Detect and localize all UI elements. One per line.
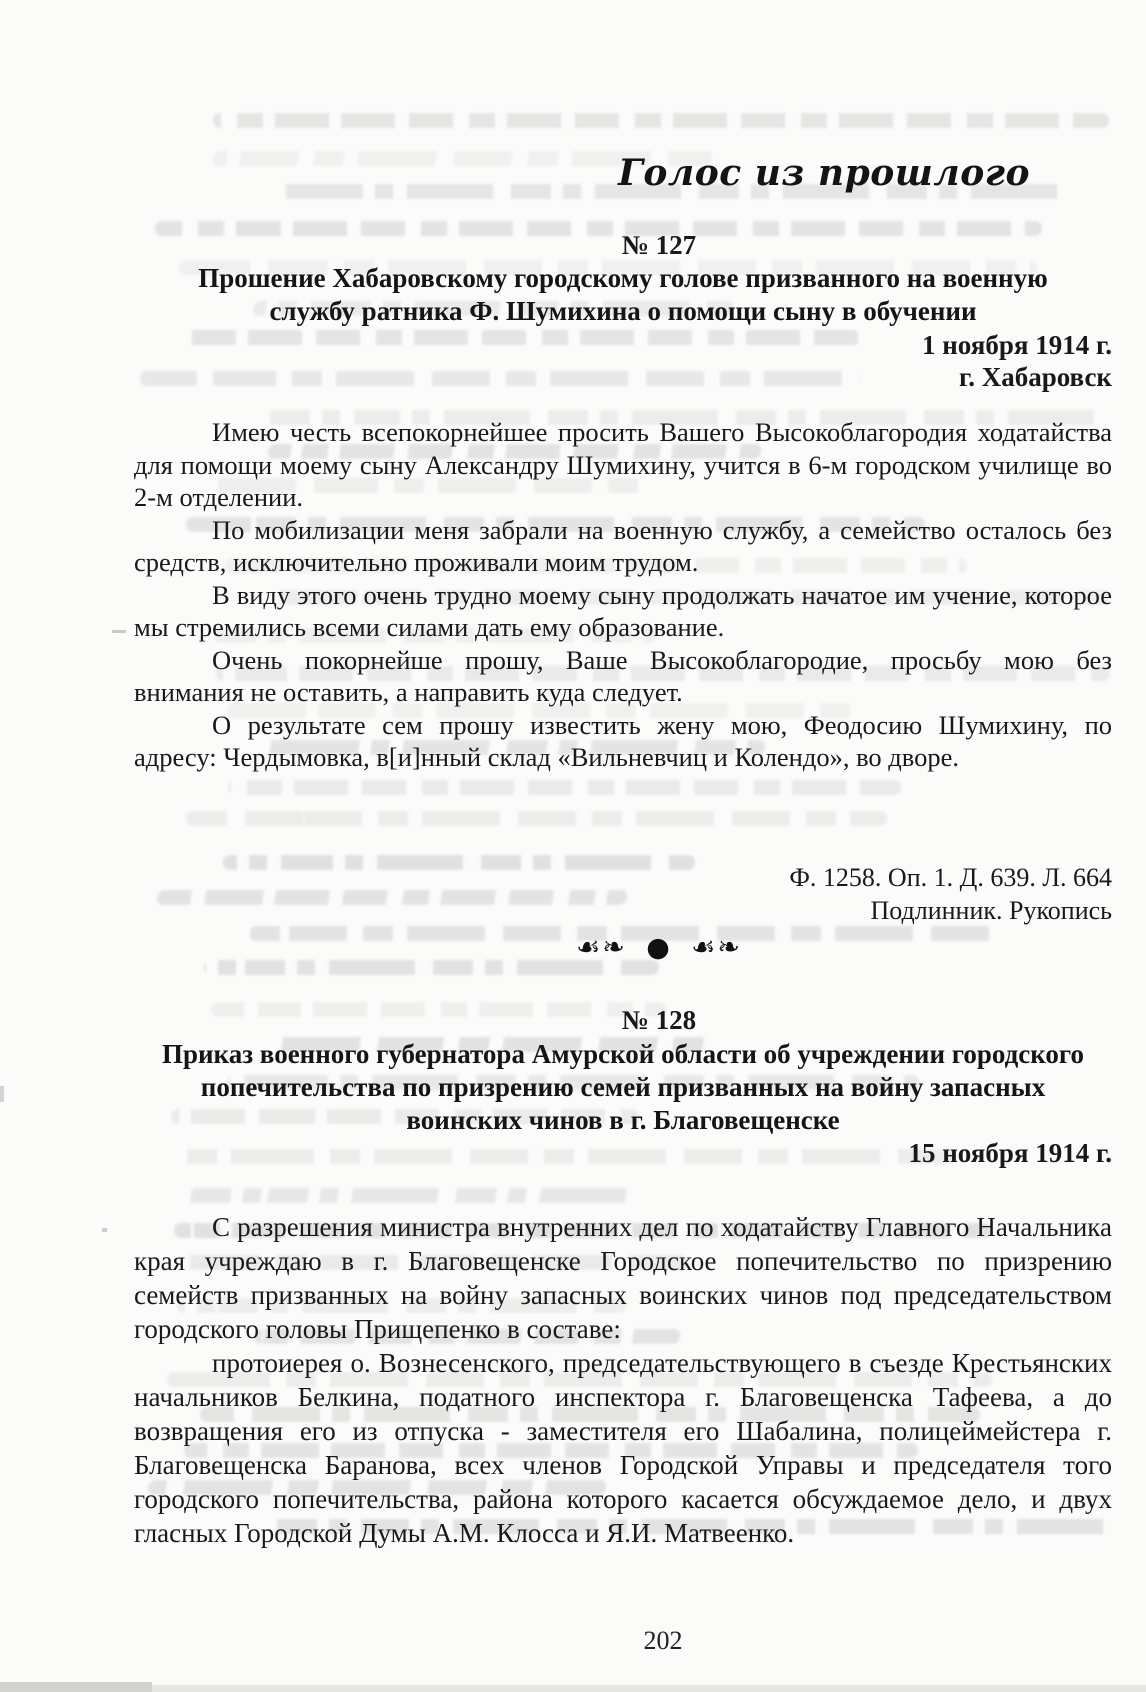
- section-divider-ornament: ☙❧ ● ☙❧: [575, 932, 742, 963]
- archival-block: [134, 862, 1112, 927]
- paragraph: В виду этого очень трудно моему сыну продолжать начатое им учение, которое мы стремились всеми силами дать ему образование.: [134, 579, 1112, 642]
- document-127-body: [134, 416, 1112, 774]
- paragraph: С разрешения министра внутренних дел по ходатайству Главного Начальника края учреждаю в г. Благовещенске Городское попечительство по призрению семейств призванных на войну запасных воинских чинов под председательством городского головы Прищепенко в составе:: [134, 1212, 1112, 1344]
- document-127-title: Прошение Хабаровскому городскому голове призванного на военную службу ратника Ф. Шумихина о помощи сыну в обучении: [198, 263, 1048, 326]
- page-number: 202: [643, 1626, 683, 1655]
- scan-edge-artifact-dark: [0, 1682, 152, 1692]
- paragraph: Очень покорнейше прошу, Ваше Высокоблагородие, просьбу мою без внимания не оставить, а направить куда следует.: [134, 644, 1112, 707]
- running-header: Голос из прошлого: [618, 152, 1030, 194]
- paragraph: протоиерея о. Вознесенского, председательствующего в съезде Крестьянских начальников Белкина, податного инспектора г. Благовещенска Тафеева, а до возвращения его из отпуска - заместителя его Шабалина, полицеймейстера г. Благовещенска Баранова, всех членов Городской Управы и председателя того городского попечительства, района которого касается обсуждаемое дело, и двух гласных Городской Думы А.М. Клосса и Я.И. Матвеенко.: [134, 1348, 1112, 1548]
- document-127-place: г. Хабаровск: [958, 362, 1112, 392]
- document-note: Подлинник. Рукопись: [870, 895, 1112, 925]
- archival-reference: Ф. 1258. Оп. 1. Д. 639. Л. 664: [789, 863, 1112, 892]
- paragraph: О результате сем прошу известить жену мою, Феодосию Шумихину, по адресу: Чердымовка, в[и]нный склад «Вильневчиц и Колендо», во дворе.: [134, 709, 1112, 772]
- paragraph: Имею честь всепокорнейшее просить Вашего Высокоблагородия ходатайства для помощи моему сыну Александру Шумихину, учится в 6-м городском училище во 2-м отделении.: [134, 417, 1112, 512]
- document-128-date: 15 ноября 1914 г.: [908, 1138, 1112, 1168]
- document-127-date: 1 ноября 1914 г.: [922, 330, 1112, 360]
- scan-edge-artifact: [0, 1685, 1146, 1692]
- document-127-number: № 127: [621, 230, 697, 260]
- document-128-body: [134, 1210, 1112, 1550]
- document-128-number: № 128: [621, 1005, 697, 1035]
- paragraph: По мобилизации меня забрали на военную службу, а семейство осталось без средств, исключительно проживали моим трудом.: [134, 514, 1112, 577]
- document-128-title: Приказ военного губернатора Амурской области об учреждении городского попечительства по призрению семей призванных на войну запасных воинских чинов в г. Благовещенске: [161, 1039, 1085, 1135]
